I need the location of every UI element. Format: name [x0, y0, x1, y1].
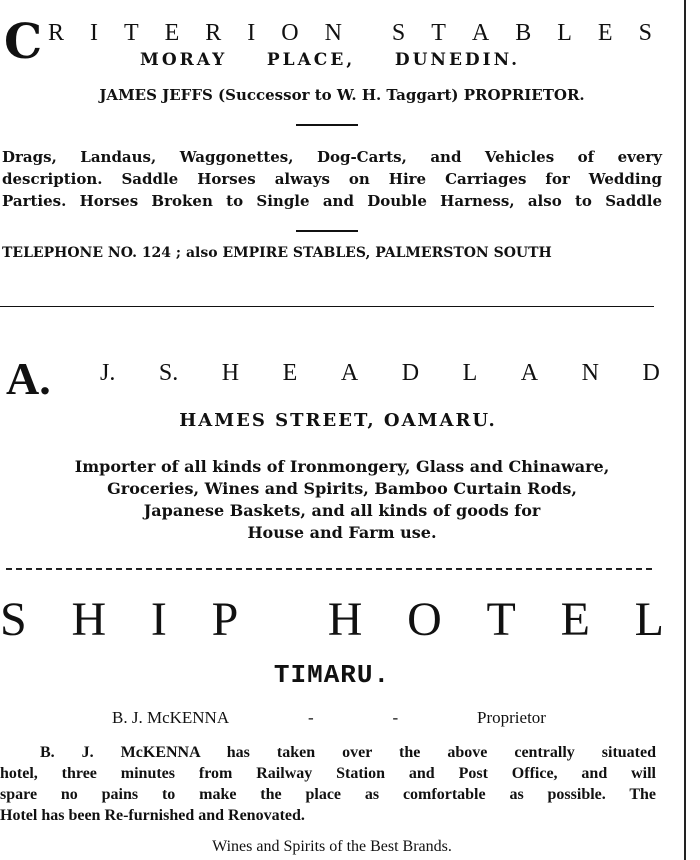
column-border-rule — [684, 0, 686, 860]
body-line: Drags, Landaus, Waggonettes, Dog-Carts, and Vehicles of every — [2, 148, 662, 166]
body-line: hotel, three minutes from Railway Station and Post Office, and will — [0, 765, 656, 782]
title-letter: P — [211, 593, 239, 646]
heading-letter: T — [431, 20, 448, 46]
criterion-telephone-line — [2, 245, 654, 261]
dash: - — [392, 708, 399, 727]
heading-letter: R — [48, 20, 67, 46]
name-letter: S. — [158, 360, 179, 386]
heading-letter: I — [90, 20, 100, 46]
heading-letter: E — [164, 20, 182, 46]
headland-body — [0, 456, 684, 544]
name-letter: A — [520, 360, 539, 386]
headland-big-initial: A. — [6, 353, 51, 404]
body-line: Groceries, Wines and Spirits, Bamboo Curtain Rods, — [107, 479, 577, 498]
proprietor-name: B. J. McKENNA — [112, 708, 230, 727]
heading-letter: S — [391, 20, 408, 46]
ship-hotel-title — [0, 593, 664, 646]
heading-letter: R — [205, 20, 224, 46]
section-divider-dashed — [6, 568, 652, 570]
telephone-text: TELEPHONE NO. 124 ; also EMPIRE STABLES, PALMERSTON SOUTH — [2, 245, 552, 261]
name-letter: H — [221, 360, 240, 386]
name-letter: L — [462, 360, 478, 386]
body-line: House and Farm use. — [247, 523, 437, 542]
ship-hotel-town: TIMARU. — [273, 660, 391, 690]
heading-letter: T — [123, 20, 141, 46]
body-line: description. Saddle Horses always on Hire Carriages for Wedding — [2, 170, 662, 188]
body-line: Hotel has been Re-furnished and Renovated. — [0, 807, 305, 824]
body-line: Importer of all kinds of Ironmongery, Glass and Chinaware, — [74, 457, 610, 476]
body-line: B. J. McKENNA has taken over the above centrally situated — [40, 744, 656, 761]
title-letter: L — [634, 593, 664, 646]
criterion-big-initial: C — [4, 14, 43, 70]
headland-name — [100, 360, 660, 387]
heading-letter: L — [557, 20, 574, 46]
title-letter: I — [150, 593, 167, 646]
section-divider — [0, 306, 654, 307]
ship-hotel-proprietor-line — [112, 708, 546, 728]
name-letter: N — [581, 360, 600, 386]
address-word: PLACE, — [266, 50, 356, 70]
address-word: DUNEDIN. — [394, 50, 520, 70]
name-letter: D — [401, 360, 420, 386]
heading-letter: B — [515, 20, 534, 46]
heading-letter: A — [471, 20, 492, 46]
criterion-proprietor-line: JAMES JEFFS (Successor to W. H. Taggart) PROPRIETOR. — [99, 86, 585, 104]
name-letter: A — [340, 360, 359, 386]
name-letter: E — [282, 360, 298, 386]
body-line: Parties. Horses Broken to Single and Double Harness, also to Saddle — [2, 192, 662, 210]
ship-hotel-wines-line: Wines and Spirits of the Best Brands. — [212, 838, 452, 855]
title-letter: H — [71, 593, 107, 646]
address-word: MORAY — [140, 50, 228, 70]
ship-hotel-body — [0, 742, 656, 826]
headland-address: HAMES STREET, OAMARU. — [179, 410, 497, 431]
criterion-body — [0, 146, 662, 212]
heading-letter: S — [638, 20, 654, 46]
heading-letter: O — [281, 20, 301, 46]
title-letter: T — [486, 593, 516, 646]
criterion-heading — [48, 20, 654, 47]
title-letter: S — [0, 593, 27, 646]
short-rule — [296, 124, 358, 126]
name-letter: D — [642, 360, 660, 386]
criterion-address — [140, 50, 520, 70]
heading-letter: E — [597, 20, 615, 46]
title-letter: H — [327, 593, 363, 646]
title-letter: O — [407, 593, 442, 646]
short-rule — [296, 230, 358, 232]
dash: - — [307, 708, 314, 727]
body-line: spare no pains to make the place as comfortable as possible. The — [0, 786, 656, 803]
heading-letter: N — [324, 20, 344, 46]
body-line: Japanese Baskets, and all kinds of goods for — [143, 501, 541, 520]
title-letter: E — [560, 593, 590, 646]
proprietor-role: Proprietor — [477, 708, 546, 727]
name-letter: J. — [100, 360, 116, 386]
heading-letter: I — [247, 20, 258, 46]
